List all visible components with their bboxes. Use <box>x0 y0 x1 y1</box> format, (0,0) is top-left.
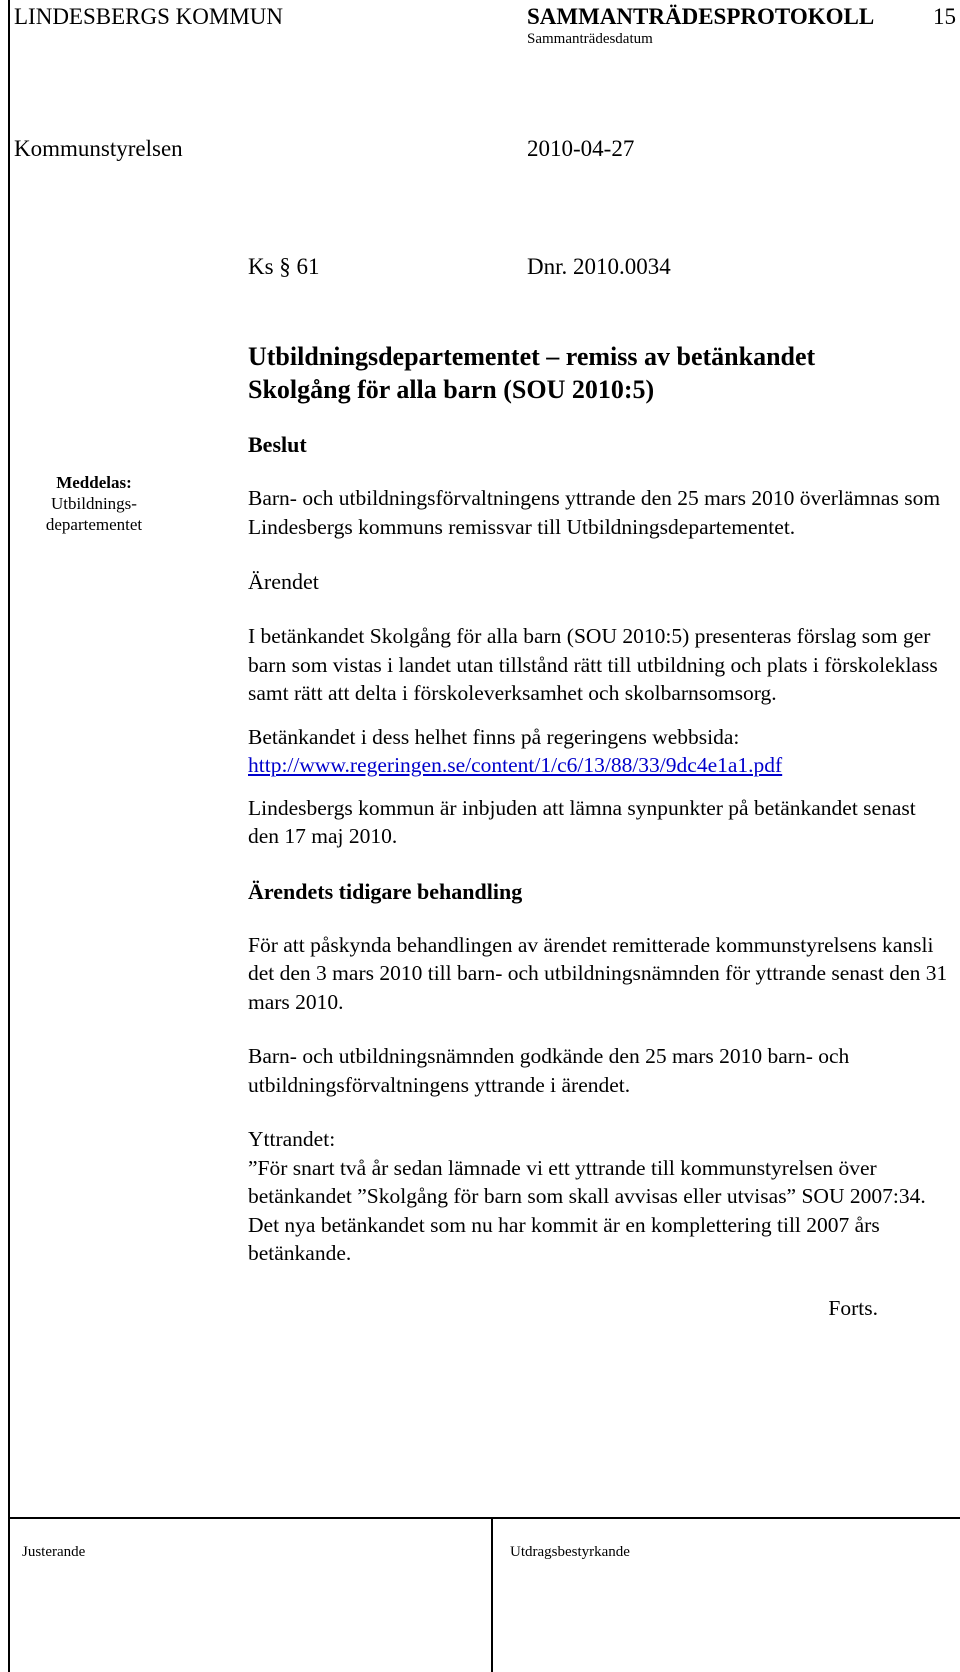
meeting-date-label: Sammanträdesdatum <box>527 31 653 47</box>
meeting-organ: Kommunstyrelsen <box>14 136 183 161</box>
decision-heading: Beslut <box>248 432 307 457</box>
footer-adjuster-label: Justerande <box>22 1544 86 1560</box>
previous-handling-heading: Ärendets tidigare behandling <box>248 878 523 904</box>
continued-marker: Forts. <box>828 1295 878 1320</box>
document-body <box>248 430 948 1322</box>
report-link[interactable]: http://www.regeringen.se/content/1/c6/13/88/33/9dc4e1a1.pdf <box>248 753 783 777</box>
case-heading: Ärendet <box>248 569 319 594</box>
case-title-line-2: Skolgång för alla barn (SOU 2010:5) <box>248 375 655 404</box>
case-paragraph-1: I betänkandet Skolgång för alla barn (SOU 2010:5) presenteras förslag som ger barn som vistas i landet utan tillstånd rätt till utbildning och plats i förskoleklass samt rätt att delta i förskoleverksamhet och skolbarnsomsorg. <box>248 624 938 705</box>
distribution-label: Meddelas: <box>56 473 132 492</box>
decision-text: Barn- och utbildningsförvaltningens yttrande den 25 mars 2010 överlämnas som Lindesbergs kommuns remissvar till Utbildningsdepartementet. <box>248 486 941 539</box>
distribution-recipient-line-2: departementet <box>45 515 143 534</box>
page-number: 15 <box>933 4 956 29</box>
previous-handling-paragraph-1: För att påskynda behandlingen av ärendet remitterade kommunstyrelsens kansli det den 3 mars 2010 till barn- och utbildningsnämnden för yttrande senast den 31 mars 2010. <box>248 932 948 1014</box>
case-title-line-1: Utbildningsdepartementet – remiss av betänkandet <box>248 342 816 371</box>
distribution-note <box>14 472 174 535</box>
previous-handling-paragraph-2: Barn- och utbildningsnämnden godkände den 25 mars 2010 barn- och utbildningsförvaltningens yttrande i ärendet. <box>248 1044 850 1097</box>
case-paragraph-2: Betänkandet i dess helhet finns på regeringens webbsida: <box>248 724 740 749</box>
statement-text: ”För snart två år sedan lämnade vi ett yttrande till kommunstyrelsen över betänkandet ”Skolgång för barn som skall avvisas eller utvisas” SOU 2007:34. Det nya betänkandet som nu har kommit är en komplettering till 2007 års betänkande. <box>248 1155 926 1265</box>
footer-column-divider <box>491 1517 493 1672</box>
footer-extract-certification-label: Utdragsbestyrkande <box>510 1544 630 1560</box>
statement-label: Yttrandet: <box>248 1127 336 1151</box>
case-title <box>248 340 938 406</box>
footer-divider <box>8 1517 960 1519</box>
paragraph-reference: Ks § 61 <box>248 254 320 279</box>
diary-number: Dnr. 2010.0034 <box>527 254 671 279</box>
municipality-name: LINDESBERGS KOMMUN <box>14 4 283 29</box>
left-margin-rule <box>8 0 10 1672</box>
case-paragraph-3: Lindesbergs kommun är inbjuden att lämna synpunkter på betänkandet senast den 17 maj 2010. <box>248 795 916 848</box>
distribution-recipient-line-1: Utbildnings- <box>51 494 137 513</box>
meeting-date: 2010-04-27 <box>527 136 635 161</box>
document-title: SAMMANTRÄDESPROTOKOLL <box>527 4 875 29</box>
